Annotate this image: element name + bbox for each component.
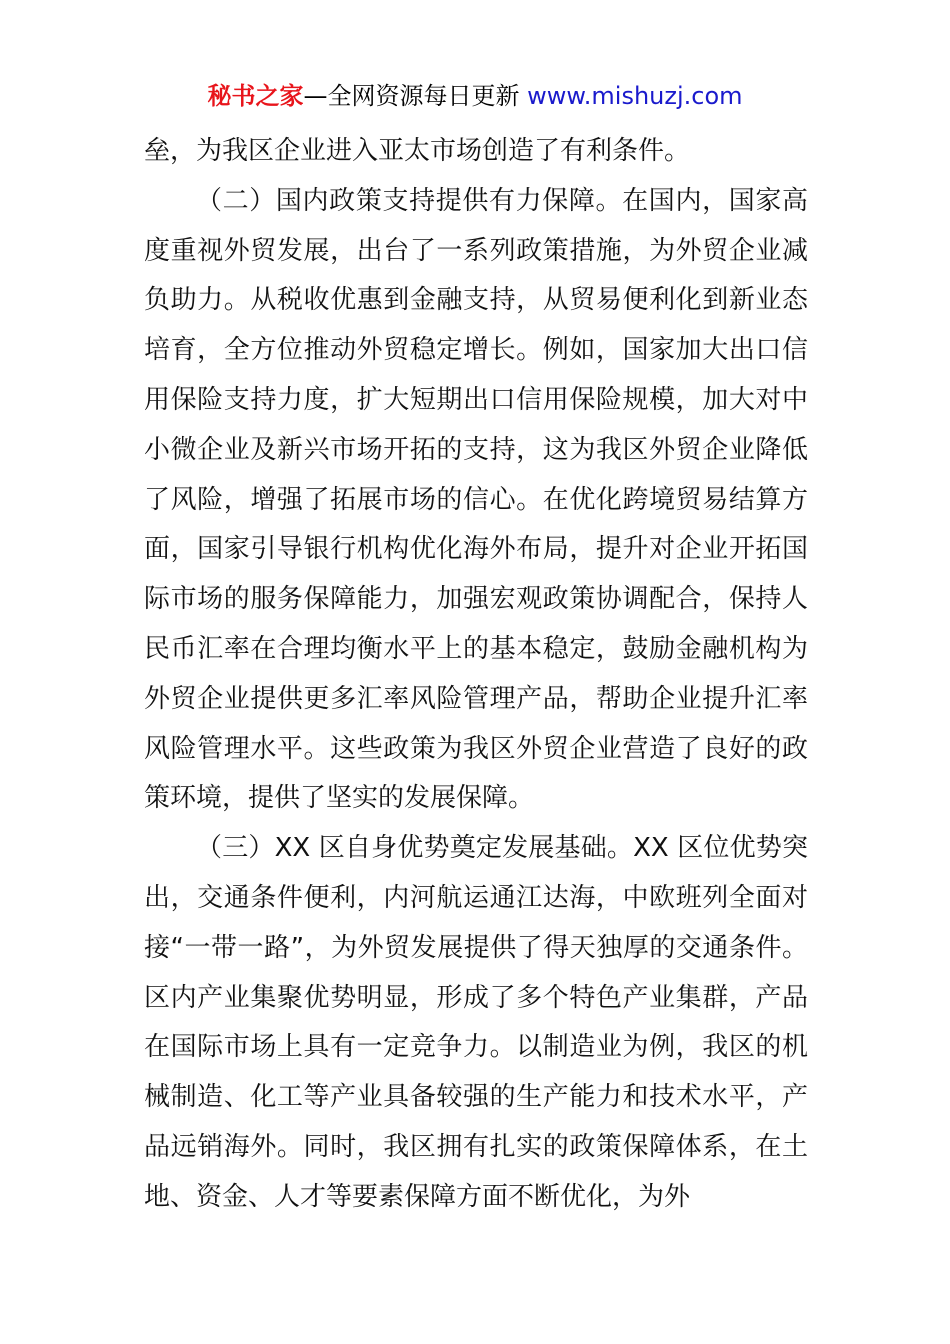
brand-name: 秘书之家 xyxy=(207,82,304,110)
paragraph-continued: 垒，为我区企业进入亚太市场创造了有利条件。 xyxy=(144,136,691,166)
paragraph-domestic-policy: （二）国内政策支持提供有力保障。在国内，国家高度重视外贸发展，出台了一系列政策措施，为外贸企业减负助力。从税收优惠到金融支持，从贸易便利化到新业态培育，全方位推动外贸稳定增长。例如，国家加大出口信用保险支持力度，扩大短期出口信用保险规模，加大对中小微企业及新兴市场开拓的支持，这为我区外贸企业降低了风险，增强了拓展市场的信心。在优化跨境贸易结算方面，国家引导银行机构优化海外布局，提升对企业开拓国际市场的服务保障能力，加强宏观政策协调配合，保持人民币汇率在合理均衡水平上的基本稳定，鼓励金融机构为外贸企业提供更多汇率风险管理产品，帮助企业提升汇率风险管理水平。这些政策为我区外贸企业营造了良好的政策环境，提供了坚实的发展保障。 xyxy=(144,185,808,814)
site-url-link[interactable]: www.mishuzj.com xyxy=(527,82,743,110)
header-tagline: —全网资源每日更新 xyxy=(303,82,520,110)
paragraph-district-advantages: （三）XX 区自身优势奠定发展基础。XX 区位优势突出，交通条件便利，内河航运通江达海，中欧班列全面对接“一带一路”，为外贸发展提供了得天独厚的交通条件。区内产业集聚优势明显，形成了多个特色产业集群，产品在国际市场上具有一定竞争力。以制造业为例，我区的机械制造、化工等产业具备较强的生产能力和技术水平，产品远销海外。同时，我区拥有扎实的政策保障体系，在土地、资金、人才等要素保障方面不断优化，为外 xyxy=(144,833,808,1212)
site-header xyxy=(0,80,950,112)
document-body xyxy=(144,127,808,1223)
